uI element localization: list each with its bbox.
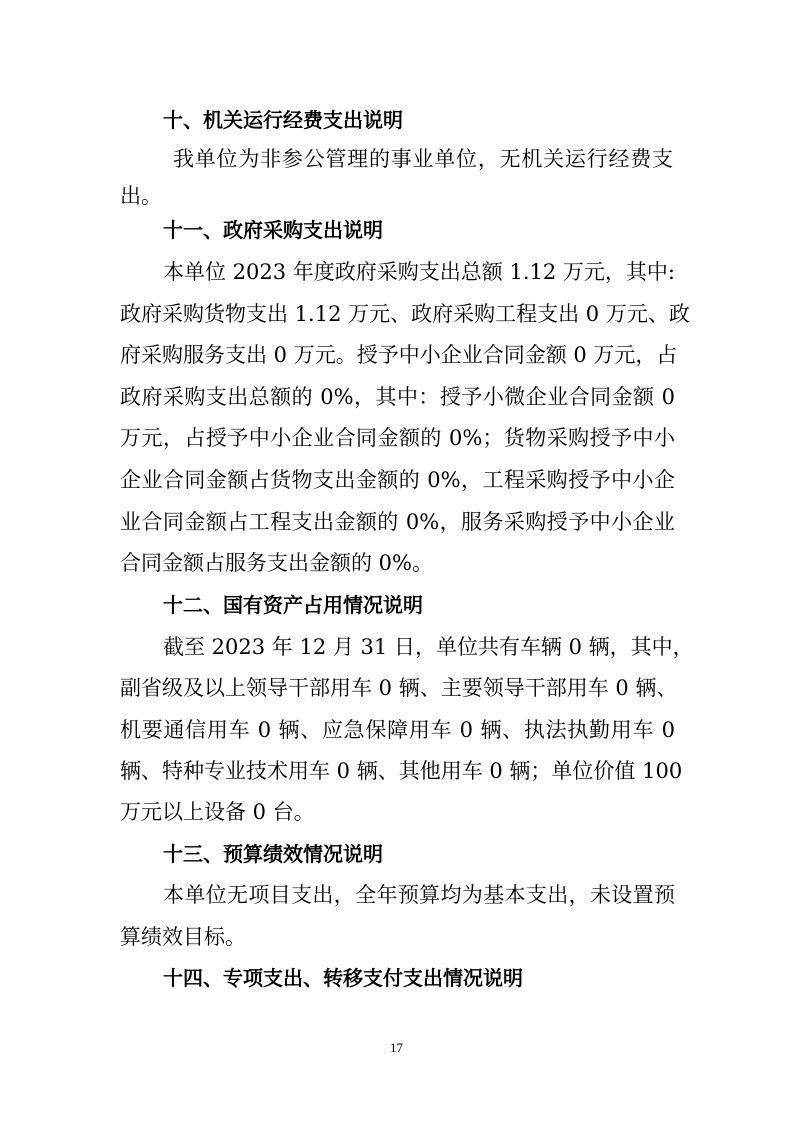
section-12-line-4: 辆、特种专业技术用车 0 辆、其他用车 0 辆；单位价值 100 [120, 759, 683, 783]
section-11-line-1: 本单位 2023 年度政府采购支出总额 1.12 万元，其中: [163, 260, 675, 284]
section-13-heading: 十三、预算绩效情况说明 [163, 842, 383, 866]
section-12-line-5: 万元以上设备 0 台。 [120, 800, 315, 824]
section-12-line-1: 截至 2023 年 12 月 31 日，单位共有车辆 0 辆，其中， [163, 635, 694, 659]
section-11-line-3: 府采购服务支出 0 万元。授予中小企业合同金额 0 万元，占 [120, 343, 678, 367]
section-12-line-2: 副省级及以上领导干部用车 0 辆、主要领导干部用车 0 辆、 [120, 676, 678, 700]
section-11-line-4: 政府采购支出总额的 0%，其中：授予小微企业合同金额 0 [120, 385, 675, 409]
section-11-line-8: 合同金额占服务支出金额的 0%。 [120, 551, 433, 575]
section-14-heading: 十四、专项支出、转移支付支出情况说明 [163, 966, 523, 990]
section-11-line-5: 万元，占授予中小企业合同金额的 0%；货物采购授予中小 [120, 426, 675, 450]
section-11-heading: 十一、政府采购支出说明 [163, 218, 383, 242]
section-13-line-2: 算绩效目标。 [120, 925, 246, 949]
section-10-line-2: 出。 [120, 184, 162, 208]
section-12-line-3: 机要通信用车 0 辆、应急保障用车 0 辆、执法执勤用车 0 [120, 718, 675, 742]
section-11-line-2: 政府采购货物支出 1.12 万元、政府采购工程支出 0 万元、政 [120, 302, 690, 326]
section-12-heading: 十二、国有资产占用情况说明 [163, 593, 423, 617]
section-11-line-7: 业合同金额占工程支出金额的 0%，服务采购授予中小企业 [120, 510, 675, 534]
page-number: 17 [390, 1040, 403, 1055]
section-13-line-1: 本单位无项目支出，全年预算均为基本支出，未设置预 [163, 883, 675, 907]
section-10-heading: 十、机关运行经费支出说明 [163, 108, 403, 132]
section-11-line-6: 企业合同金额占货物支出金额的 0%，工程采购授予中小企 [120, 468, 675, 492]
section-10-line-1: 我单位为非参公管理的事业单位，无机关运行经费支 [173, 147, 673, 171]
